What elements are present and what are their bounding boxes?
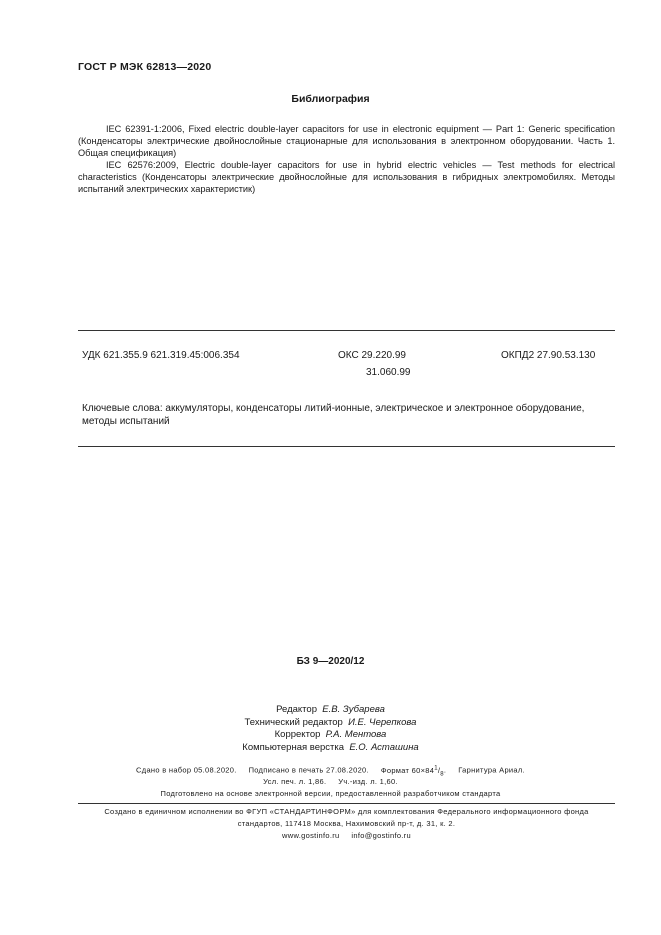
bibliography-title: Библиография [291, 93, 370, 105]
print-typeface: Гарнитура Ариал. [458, 765, 525, 775]
okpd-code: ОКПД2 27.90.53.130 [501, 350, 596, 361]
oks-code-2: 31.060.99 [366, 367, 411, 378]
staff-line [0, 729, 661, 742]
entry-code: IEC 62391-1:2006, [106, 124, 185, 134]
staff-name: Е.О. Асташина [349, 742, 419, 753]
staff-name: Р.А. Ментова [325, 729, 387, 740]
staff-line [0, 717, 661, 730]
staff-line [0, 742, 661, 755]
print-info-line [0, 777, 661, 786]
entry-text: Fixed electric double-layer capacitors for use in electronic equipment — Part 1: Generic specification (Конденсаторы электрические двойнослойные стационарные для использования в электронном оборудовании. Часть 1. Общая спецификация) [78, 124, 615, 159]
standard-code: ГОСТ Р МЭК 62813—2020 [78, 61, 212, 73]
website-link[interactable]: www.gostinfo.ru [282, 831, 340, 840]
divider [78, 803, 615, 804]
udk-code: УДК 621.355.9 621.319.45:006.354 [82, 350, 240, 361]
bz-number: БЗ 9—2020/12 [296, 656, 365, 667]
staff-role: Редактор [276, 704, 317, 715]
staff-name: И.Е. Черепкова [348, 717, 417, 728]
keywords: Ключевые слова: аккумуляторы, конденсаторы литий-ионные, электрическое и электронное оборудование, методы испытаний [82, 403, 585, 427]
footer-line: стандартов, 117418 Москва, Нахимовский пр-т, д. 31, к. 2. [237, 819, 456, 828]
bibliography-entry [78, 159, 615, 196]
print-sent: Сдано в набор 05.08.2020. [136, 765, 237, 775]
divider [78, 446, 615, 447]
staff-role: Компьютерная верстка [242, 742, 345, 753]
print-signed: Подписано в печать 27.08.2020. [248, 765, 369, 775]
staff-role: Корректор [274, 729, 321, 740]
print-uch: Уч.-изд. л. 1,60. [338, 777, 398, 786]
print-info-line: Сдано в набор 05.08.2020. Подписано в печать 27.08.2020. Формат $60\times 84^1/_8$. Гарнитура Ариал. [136, 765, 525, 777]
oks-code-1: ОКС 29.220.99 [338, 350, 406, 361]
print-prepared: Подготовлено на основе электронной версии, предоставленной разработчиком стандарта [160, 789, 501, 798]
entry-code: IEC 62576:2009, [106, 160, 179, 170]
staff-name: Е.В. Зубарева [322, 704, 385, 715]
email-link[interactable]: info@gostinfo.ru [351, 831, 411, 840]
footer-line: Создано в единичном исполнении во ФГУП «СТАНДАРТИНФОРМ» для комплектования Федерального информационного фонда [104, 807, 589, 816]
entry-text: Electric double-layer capacitors for use in hybrid electric vehicles — Test methods for electrical characteristics (Конденсаторы электрические двойнослойные для использования в гибридных электромобилях. Методы испытаний электрических характеристик) [78, 160, 615, 195]
footer-contacts [78, 830, 615, 842]
staff-line [0, 704, 661, 717]
print-format: Формат $60\times 84^1/_8$ [380, 765, 444, 777]
bibliography-entry [78, 123, 615, 160]
divider [78, 330, 615, 331]
print-usl: Усл. печ. л. 1,86. [263, 777, 327, 786]
staff-role: Технический редактор [244, 717, 343, 728]
